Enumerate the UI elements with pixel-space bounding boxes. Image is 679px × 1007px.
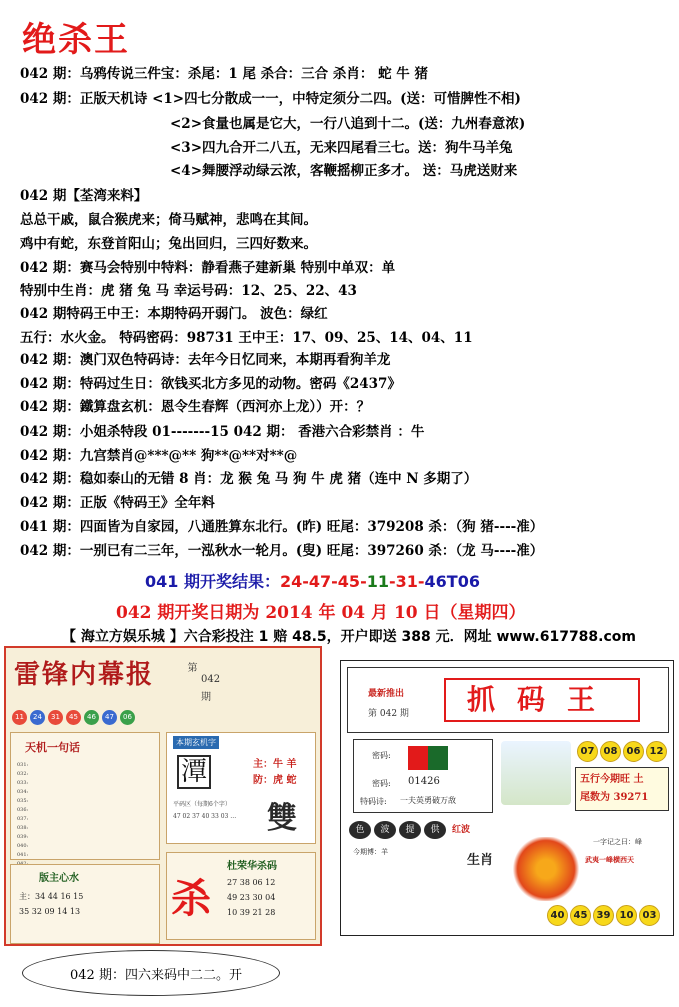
number-ball: 45 — [570, 905, 591, 926]
banzhu-numbers — [19, 889, 83, 919]
number-ball: 06 — [120, 710, 135, 725]
tip-line: 042 期：鐵算盘玄机：恩令生春辉（西河亦上龙））开：？ — [20, 399, 371, 415]
code-label-2: 密码: — [372, 779, 391, 788]
dragon-icon — [511, 837, 581, 901]
tip-line: 042 期：稳如泰山的无错 8 肖：龙 猴 兔 马 狗 牛 虎 猪（连中 N 多期了） — [20, 471, 478, 487]
tip-line: 042 期【荃湾来料】 — [20, 188, 148, 204]
tab-gong: 供 — [424, 821, 446, 839]
xuanji-fang: 防：虎 蛇 — [253, 775, 297, 786]
number-ball: 39 — [593, 905, 614, 926]
tianji-row: 031: — [17, 762, 29, 768]
tip-line: 042 期：特码过生日：欲钱买北方多见的动物。密码《2437》 — [20, 376, 401, 392]
tip-line: 042 期：澳门双色特码诗：去年今日忆同来，本期再看狗羊龙 — [20, 352, 391, 368]
leifeng-issue-prefix: 第 — [185, 662, 196, 672]
pingma-label: 平码区（每期6个字） — [173, 801, 231, 808]
number-ball: 10 — [616, 905, 637, 926]
tip-line: <2>食量也属是它大，一行八追到十二。(送：九州春意浓) — [170, 116, 526, 132]
code-label: 密码: — [372, 751, 391, 760]
fishing-scene-icon — [501, 741, 571, 805]
xuanji-zhu: 主：牛 羊 — [253, 759, 297, 770]
leifeng-balls — [12, 708, 312, 726]
kill-char: 杀 — [171, 875, 211, 922]
leifeng-issue-number: 042 — [201, 674, 221, 685]
new-label: 最新推出 — [368, 689, 405, 699]
tianji-row: 040: — [17, 843, 29, 849]
draw-date: 042 期开奖日期为 2014 年 04 月 10 日（星期四） — [116, 603, 526, 623]
pingma-numbers: 47 02 37 40 33 03 … — [173, 813, 237, 820]
tianji-row: 035: — [17, 798, 29, 804]
leifeng-issue-suffix: 期 — [201, 692, 211, 703]
zhuama-balls — [577, 741, 667, 762]
yizi-label: 一字记之曰：峰 — [593, 838, 642, 846]
kill-row: 49 23 30 04 — [227, 893, 276, 902]
vertical-poem: 今期博：羊 — [353, 848, 388, 856]
kill-title: 杜荣华杀码 — [227, 861, 277, 872]
tip-line: 042 期特码王中王：本期特码开弱门。 波色：绿红 — [20, 306, 328, 322]
tip-line: 总总干戚，鼠合猴虎来；倚马赋神，悲鸣在其间。 — [20, 212, 317, 228]
tip-line: 042 期：九宫禁肖@***@** 狗**@**对**@ — [20, 448, 298, 464]
bottom-balls — [547, 905, 660, 926]
number-ball: 24 — [30, 710, 45, 725]
result-number: 24- — [279, 572, 309, 591]
tip-line: <4>舞腰浮动绿云浓，客鞭摇柳正多才。 送：马虎送财来 — [170, 163, 518, 179]
tip-line: 042 期：一别已有二三年，一泓秋水一轮月。(叟) 旺尾：397260 杀：（龙 马----准） — [20, 543, 544, 559]
result-number: 11 — [366, 572, 389, 591]
xuanji-tag: 本期玄机字 — [173, 736, 219, 749]
zhuama-title: 抓码王 — [444, 678, 640, 722]
tianji-row: 038: — [17, 825, 29, 831]
shengxiao-label: 生肖 — [467, 853, 494, 868]
number-ball: 31 — [48, 710, 63, 725]
result-special: T06 — [446, 572, 480, 591]
wuxing-text: 五行今期旺 土 — [580, 774, 644, 785]
ad-banner[interactable]: 【 海立方娱乐城 】六合彩投注 1 赔 48.5，开户即送 388 元．网址 www.617788.com — [62, 629, 636, 645]
tab-extra: 红波 — [449, 821, 473, 839]
number-ball: 07 — [577, 741, 598, 762]
number-ball: 46 — [84, 710, 99, 725]
tianji-title: 天机一句话 — [25, 741, 80, 754]
result-number: 45- — [337, 572, 367, 591]
tianji-row: 037: — [17, 816, 29, 822]
tip-line: 042 期：正版《特码王》全年料 — [20, 495, 215, 511]
result-number: 47- — [308, 572, 338, 591]
tip-line: 特别中生肖：虎 猪 兔 马 幸运号码：12、25、22、43 — [20, 283, 357, 299]
code-value: 01426 — [408, 776, 440, 787]
kill-numbers — [227, 875, 275, 920]
tip-line: 042 期：小姐杀特段 01-------15 042 期： 香港六合彩禁肖 ：牛 — [20, 424, 425, 440]
banzhu-box — [10, 864, 160, 944]
xuanji-zhu-fang — [253, 757, 296, 789]
tianji-row: 032: — [17, 771, 29, 777]
tianji-row: 036: — [17, 807, 29, 813]
page-title: 绝杀王 — [22, 20, 130, 60]
number-ball: 12 — [646, 741, 667, 762]
tianji-row: 039: — [17, 834, 29, 840]
number-ball: 47 — [102, 710, 117, 725]
wuxing-box — [575, 767, 669, 811]
zhuama-header-box — [347, 667, 669, 733]
xuanji-box — [166, 732, 316, 844]
tianji-row: 033: — [17, 780, 29, 786]
tail-number: 尾数为 39271 — [580, 792, 649, 803]
tianji-row: 041: — [17, 852, 29, 858]
zhuama-panel — [340, 660, 674, 936]
kill-box — [166, 852, 316, 940]
result-number: -31- — [388, 572, 425, 591]
number-ball: 45 — [66, 710, 81, 725]
poem-value: 一夫英勇破万敌 — [400, 796, 456, 805]
previous-result — [145, 569, 480, 592]
tab-se: 色 — [349, 821, 371, 839]
logo-icon — [408, 746, 448, 770]
tip-line: 041 期：四面皆为自家园，八通胜算东北行。(昨) 旺尾：379208 杀：（狗 猪----准） — [20, 519, 544, 535]
shuang-char: 雙 — [267, 801, 297, 836]
code-box — [353, 739, 493, 813]
tianji-row: 034: — [17, 789, 29, 795]
banzhu-title: 版主心水 — [39, 873, 79, 884]
tip-line: <3>四九合开二八五，无来四尾看三七。送：狗牛马羊兔 — [170, 140, 513, 156]
banzhu-row: 35 32 09 14 13 — [19, 907, 81, 916]
number-ball: 03 — [639, 905, 660, 926]
xuanji-char: 潭 — [177, 755, 211, 789]
tab-ti: 提 — [399, 821, 421, 839]
tianji-box — [10, 732, 160, 860]
number-ball: 11 — [12, 710, 27, 725]
number-ball: 08 — [600, 741, 621, 762]
zhuama-issue: 第 042 期 — [368, 709, 409, 719]
color-tabs — [349, 821, 479, 839]
tip-line: 五行：水火金。 特码密码：98731 王中王：17、09、25、14、04、11 — [20, 330, 473, 346]
tip-line: 042 期：赛马会特别中特料：静看燕子建新巢 特别中单双：单 — [20, 260, 396, 276]
leifeng-header: 雷锋内幕报 — [14, 660, 155, 690]
tip-line: 042 期：乌鸦传说三件宝：杀尾：1 尾 杀合：三合 杀肖： 蛇 牛 猪 — [20, 66, 428, 82]
tab-bo: 波 — [374, 821, 396, 839]
result-number: 46 — [424, 572, 447, 591]
leifeng-panel — [4, 646, 322, 946]
yizi-poem: 武夷一峰横西天 — [585, 855, 634, 864]
tip-line: 鸡中有蛇，东登首阳山；兔出回归，三四好数来。 — [20, 236, 317, 252]
cloud-text: 042 期：四六来码中二二。开 — [70, 968, 242, 983]
result-label: 041 期开奖结果： — [145, 572, 280, 591]
kill-row: 27 38 06 12 — [227, 878, 276, 887]
number-ball: 40 — [547, 905, 568, 926]
tianji-rows — [17, 761, 28, 869]
number-ball: 06 — [623, 741, 644, 762]
banzhu-row: 主：34 44 16 15 — [19, 892, 84, 901]
tip-line: 042 期：正版天机诗 <1>四七分散成一一，中特定须分二四。(送：可惜脾性不相) — [20, 91, 521, 107]
kill-row: 10 39 21 28 — [227, 908, 276, 917]
poem-label: 特码诗: — [360, 797, 387, 806]
